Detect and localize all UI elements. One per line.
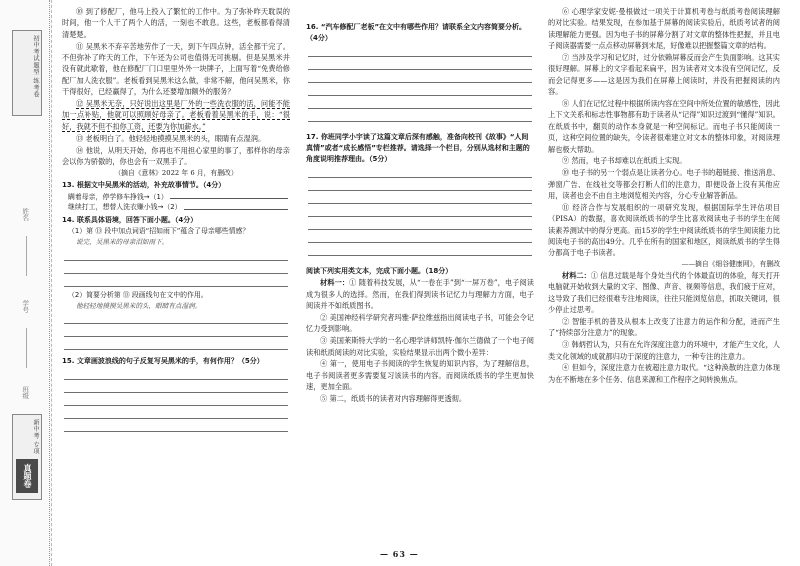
question-14-2: （2）简要分析第 ⑬ 段画线句在文中的作用。 xyxy=(68,290,208,299)
material-1-p3: ③ 美国莱斯特大学的一名心理学讲师凯特·伽尔兰德做了一个电子阅读和纸质阅读的对比实验，实验结果显示出两个微小差异： xyxy=(306,336,534,357)
material-2-p1 xyxy=(548,270,780,316)
page-number: — 63 — xyxy=(380,549,419,559)
answer-line[interactable] xyxy=(64,337,288,350)
answer-line[interactable] xyxy=(64,380,288,393)
name-label: 姓名 xyxy=(21,208,30,221)
answer-line[interactable] xyxy=(64,406,288,419)
paragraph-12: ⑫ 吴黑米无奈，只好说出这里是厂外的一些洗衣服的活，问能不能加一点补贴，他就可以照顾好母亲了。老板看着吴黑米的手，说：“很好，我就不但不扣你工资，还要为你加薪水。” xyxy=(62,99,290,131)
answer-line[interactable] xyxy=(64,419,288,432)
material-1-p4: ④ 第一，使用电子书阅读的学生恢复的知识内容，为了理解信息，电子书阅读者更多需要复习该读书的内容。而阅读纸质书的学生更加快速，更加全面。 xyxy=(306,359,534,392)
material-1-p7: ⑦ 当涉及学习和记忆时，过分依赖屏幕反而会产生负面影响。这其实很好理解。屏幕上的文字看起来扁平，因为读者对文本没有空间记忆，反而会记得更多——这是因为我们在屏幕上阅读时，并没有把握阅读的内容。 xyxy=(548,53,780,97)
answer-line[interactable] xyxy=(64,248,288,261)
answer-line[interactable] xyxy=(308,57,532,70)
quoted-sentence-14-2: 他轻轻地摸摸吴黑米的头，眼睛有点湿润。 xyxy=(76,301,202,310)
binding-margin xyxy=(0,0,52,566)
material-1-p2: ② 美国神经科学研究者玛雅·萨拉维兹指出阅读电子书，可能会令记忆力受到影响。 xyxy=(306,312,534,334)
paragraph-11: ⑪ 吴黑米不弃辛苦地劳作了一天，到下午四点钟，活全都干完了。不但弥补了昨天的工作，下午还为公司也值得无可挑剔。但是吴黑米并没有就此歇着，他在修配厂门口里里外外一块牌子，上面写着“免费给修配厂加人洗衣服”。老板看到吴黑米这么做，非常不解，他问吴黑米，你干得很好，已经赢得了，为什么还要增加额外的服务？ xyxy=(62,41,290,97)
material-1-title: 材料一： xyxy=(320,278,350,288)
answer-line[interactable] xyxy=(308,178,532,191)
material-2-p4: ④ 但如今，深度注意力在被超注意力取代。“这种涣散的注意力体现为在不断地在多个任务、信息来源和工作程序之间转换焦点。 xyxy=(548,363,780,384)
material-2-p2: ② 智能手机的普及从根本上改变了注意力的运作和分配，进而产生了“持续部分注意力”的现象。 xyxy=(548,316,780,338)
answer-line[interactable] xyxy=(308,70,532,83)
q13-row-2 xyxy=(62,202,290,213)
q13-row-1 xyxy=(62,192,290,203)
material-2-p1-text: ① 信息过载是每个身处当代的个体最直切的体验，每天打开电脑就开始收到大量的文字、图像、声音、视频等信息，我们疲于应对，这导致了我们已经很难专注地阅读，往往只能浏览信息，抓取关键词，很少停止过思考。 xyxy=(548,270,780,315)
answer-line[interactable] xyxy=(308,109,532,122)
answer-line[interactable] xyxy=(64,367,288,380)
material-1-p10: ⑩ 电子书的另一个弱点是让读者分心。电子书的超链接、推送消息、弹窗广告、在线社交等都会打断人们的注意力，即便设备上没有其他应用，读者也会不由自主地浏览相关内容，分心专业解答新品。 xyxy=(548,168,780,200)
material-1-p1-text: ① 随着科技发展，从“一卷在手”到“一屏万卷”，电子阅读成为很多人的选择。然而，在我们得到读书记忆力与理解力方面，电子阅读并不如纸质图书。 xyxy=(306,278,534,311)
paragraph-13: ⑬ 老板明白了。他轻轻地摸摸吴黑米的头，眼睛有点湿润。 xyxy=(76,133,266,143)
brand-text-bottom: 新中考 专项 xyxy=(32,419,39,455)
name-line xyxy=(26,236,27,276)
quoted-sentence-14-1: 说完，吴黑米的母亲泪如雨下。 xyxy=(76,238,169,247)
brand-logo-top xyxy=(12,30,42,116)
brand-text-top: 初中考试题型 练考卷 xyxy=(32,35,39,98)
material-1-p9: ⑨ 然而，电子书却难以在纸质上实现。 xyxy=(562,156,687,166)
material-1-p6: ⑥ 心理学家安妮·曼根做过一项关于计算机考卷与纸质考卷阅读理解的对比实验。结果发现，在参加基于屏幕的阅读实验后，纸质考试者的阅读理解能力更强。因为电子书的屏幕分割了对文章的整体性把握，并且电子阅读器需要一点点移动屏幕到末尾，好像难以把握整篇文章的结构。 xyxy=(548,7,780,51)
cut-line xyxy=(49,0,50,566)
answer-line[interactable] xyxy=(308,230,532,243)
column-right xyxy=(548,6,780,566)
answer-line[interactable] xyxy=(308,83,532,96)
q13-item-1: 瞒着母亲，停学修车挣钱→（1） xyxy=(68,192,168,201)
class-label: 班级 xyxy=(21,386,30,399)
material-1-p11: ⑪ 经济合作与发展组织的一项研究发现，根据国际学生评估项目（PISA）的数据，喜欢阅读纸质书的学生比喜欢阅读电子书的学生在阅读素养测试中的得分更高。而15岁的学生中阅读纸质书的学生阅读能力比阅读电子书的高出49分。几乎在所有的国家和地区，阅读纸质书的学生得分都高于电子书读者。 xyxy=(548,202,780,258)
q13-item-2: 继续打工，想替人洗衣赚小钱→（2） xyxy=(68,203,182,212)
source-note: （摘自《意林》2022 年 6 月，有删改） xyxy=(114,168,238,177)
answer-line[interactable] xyxy=(64,274,288,287)
question-13: 13. 根据文中吴黑米的活动，补充故事情节。（4分） xyxy=(62,181,226,190)
material-2-p3: ③ 韩炳哲认为，只有在允许深度注意力的环境中，才能产生文化，人类文化领域的成就都归功于深度的注意力，一种专注的注意力。 xyxy=(548,340,780,361)
id-label: 学号 xyxy=(21,300,30,313)
question-14: 14. 联系具体语境，回答下面小题。（4分） xyxy=(62,216,198,225)
answer-line[interactable] xyxy=(308,165,532,178)
answer-line[interactable] xyxy=(64,324,288,337)
answer-blank-13-1[interactable] xyxy=(170,192,288,200)
material-1-p1 xyxy=(306,277,534,311)
brand-logo-bottom xyxy=(12,414,42,500)
question-17: 17. 你班同学小宇读了这篇文章后深有感触，准备向校刊《故事》“人间真情”或者“成长感悟”专栏推荐。请选择一个栏目，分别从选材和主题的角度说明推荐理由。（5分） xyxy=(306,133,530,164)
column-left xyxy=(62,6,290,566)
paragraph-14: ⑭ 他说，从明天开始，你再也不用担心家里的事了，那样你的母亲会以你为骄傲的，你也会有一双黑手了。 xyxy=(62,145,290,166)
material-1-source: ——摘自《细谷健康网》，有删改 xyxy=(681,260,780,269)
answer-blank-13-2[interactable] xyxy=(184,202,288,210)
answer-line[interactable] xyxy=(308,44,532,57)
question-14-1: （1）第 ⑬ 段中加点词语“招如雨下”蕴含了母亲哪些情感？ xyxy=(68,227,250,236)
material-1-p5: ⑤ 第二，纸质书的读者对内容理解得更透彻。 xyxy=(320,394,467,404)
answer-line[interactable] xyxy=(308,204,532,217)
answer-line[interactable] xyxy=(308,243,532,256)
material-2-title: 材料二： xyxy=(562,270,591,280)
material-1-p8: ⑧ 人们在记忆过程中根据所读内容在空间中所处位置的敏感性，因此上下文关系和标志性事物都有助于读者从“记得”知识过渡到“懂得”知识。在纸质书中，翻页的动作本身就是一种空间标记。而电子书只能阅读一页，这种空间位置的缺失，令读者很难建立对文本的整体印象，对阅读理解也极大帮助。 xyxy=(548,99,780,154)
answer-line[interactable] xyxy=(308,96,532,109)
question-16: 16. “汽车修配厂老板”在文中有哪些作用？请联系全文内容简要分析。（4分） xyxy=(306,23,527,43)
paragraph-10: ⑩ 到了修配厂，他马上投入了繁忙的工作中。为了弥补昨天耽误的时间，他一个人干了两个人的活，一刻也不敢息。这些，老板都看得清清楚楚。 xyxy=(62,7,290,39)
id-line xyxy=(26,328,27,368)
answer-line[interactable] xyxy=(308,217,532,230)
brand-strong-bottom: 真题卷 xyxy=(16,459,38,493)
answer-line[interactable] xyxy=(64,311,288,324)
answer-line[interactable] xyxy=(64,261,288,274)
answer-line[interactable] xyxy=(308,191,532,204)
answer-line[interactable] xyxy=(64,393,288,406)
reading-intro: 阅读下列实用类文本，完成下面小题。（18分） xyxy=(306,267,453,276)
column-middle xyxy=(306,20,534,566)
question-15: 15. 文章画波浪线的句子反复写吴黑米的手，有何作用？（5分） xyxy=(62,357,264,366)
